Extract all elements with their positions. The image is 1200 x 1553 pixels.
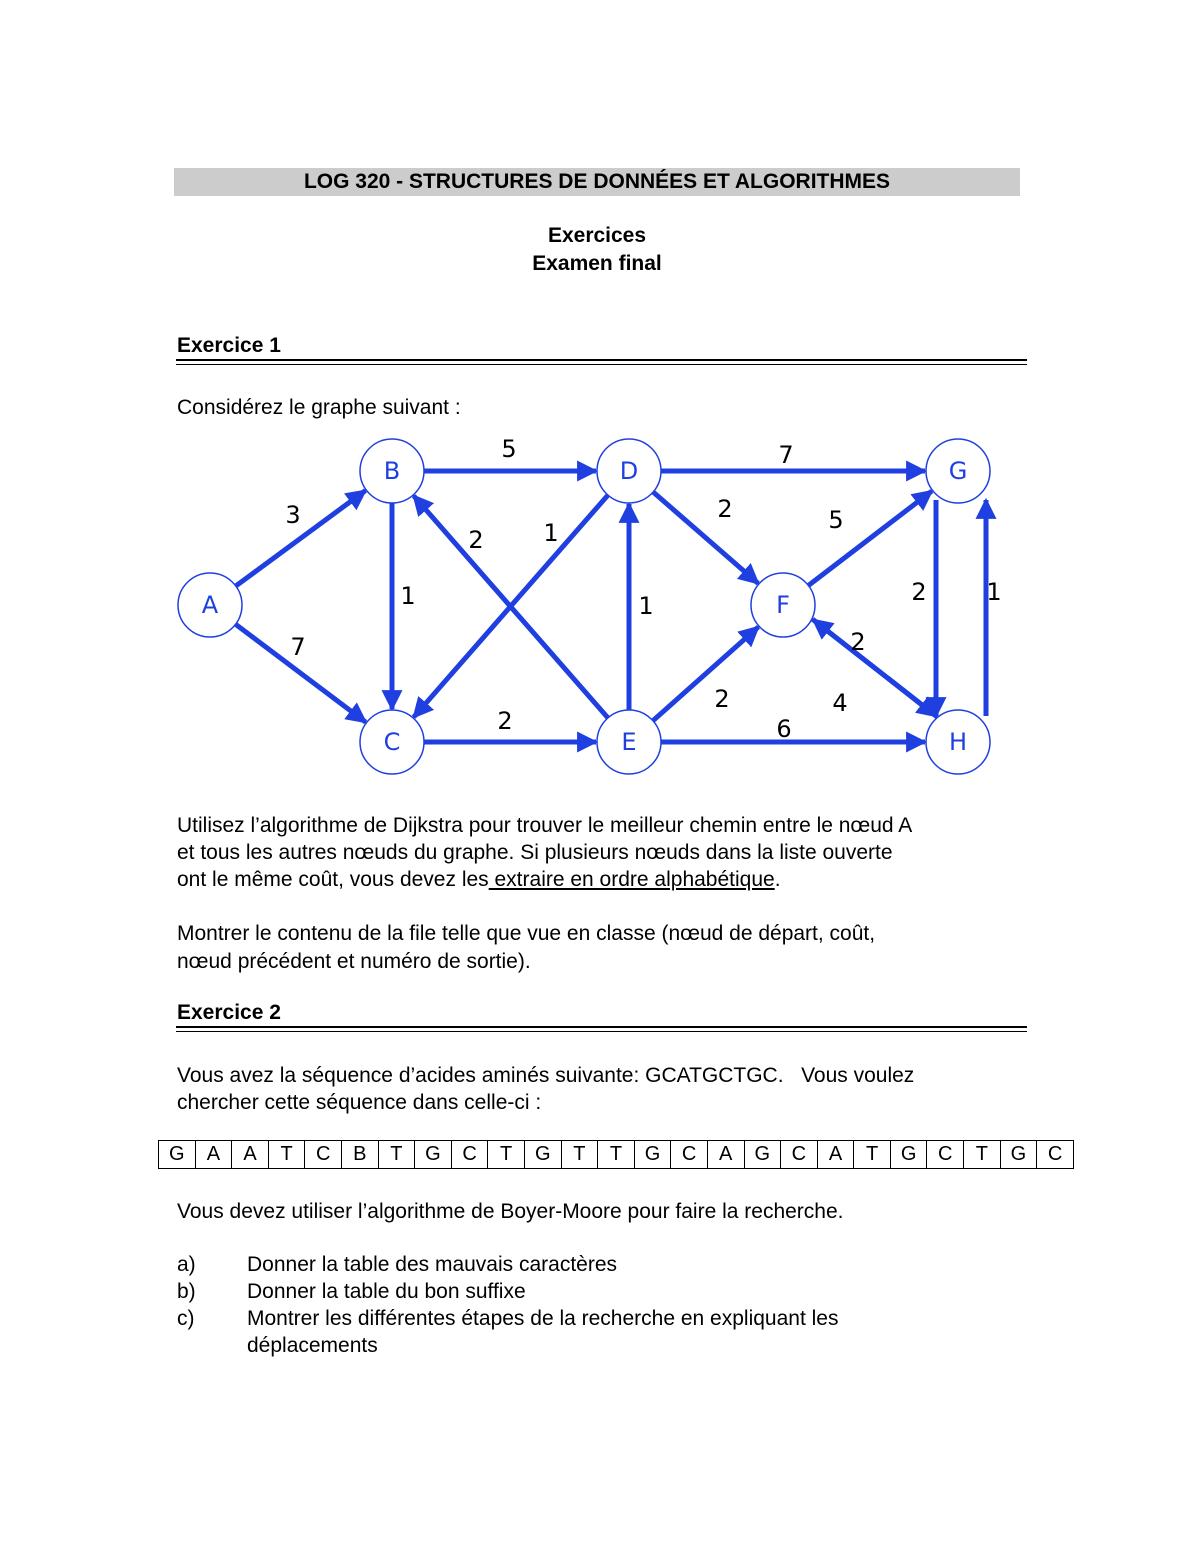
sequence-cell: G <box>890 1141 927 1169</box>
exercise2-heading: Exercice 2 <box>177 1001 281 1024</box>
sequence-cell: G <box>634 1141 671 1169</box>
sequence-cell: B <box>341 1141 378 1169</box>
sequence-cell: A <box>817 1141 854 1169</box>
edge-weight-a-b: 3 <box>285 501 301 529</box>
sequence-cell: C <box>305 1141 342 1169</box>
sequence-cell: G <box>524 1141 561 1169</box>
edge-weight-e-b: 2 <box>468 526 484 554</box>
edge-weight-e-h: 6 <box>776 715 792 743</box>
node-label-b: B <box>383 457 401 485</box>
sequence-cell: G <box>1000 1141 1037 1169</box>
sequence-cell: T <box>598 1141 635 1169</box>
node-label-d: D <box>619 457 639 485</box>
list-text-continued: déplacements <box>247 1334 378 1357</box>
list-text: Donner la table des mauvais caractères <box>247 1253 618 1276</box>
exercise1-para1-line3 <box>177 866 1027 893</box>
para1-line3-end: . <box>774 868 781 891</box>
edge-weight-f-g: 5 <box>828 506 844 534</box>
sequence-cell: C <box>781 1141 818 1169</box>
sequence-cell: C <box>671 1141 708 1169</box>
sequence-cell: G <box>415 1141 452 1169</box>
exercise2-rule-thin <box>176 1031 1027 1032</box>
exercise2-rule <box>176 1026 1027 1028</box>
edge-weight-f-h: 2 <box>850 628 866 656</box>
sequence-cell: T <box>561 1141 598 1169</box>
sequence-cell: T <box>268 1141 305 1169</box>
edge-weight-h-g: 1 <box>986 578 1002 606</box>
edge-weight-c-e: 2 <box>497 707 513 735</box>
sequence-cell: A <box>707 1141 744 1169</box>
sequence-row <box>159 1141 1074 1169</box>
list-text: Donner la table du bon suffixe <box>247 1280 526 1303</box>
edge-weight-e-f: 2 <box>714 685 730 713</box>
exercise2-instruction: Vous devez utiliser l’algorithme de Boyer-Moore pour faire la recherche. <box>177 1200 844 1223</box>
para1-underlined-text: extraire en ordre alphabétique <box>488 868 775 891</box>
list-marker: a) <box>177 1253 196 1276</box>
sequence-cell: C <box>1037 1141 1074 1169</box>
exercise1-para1-line2: et tous les autres nœuds du graphe. Si plusieurs nœuds dans la liste ouverte <box>177 841 893 864</box>
edge-weight-g-h: 2 <box>911 578 927 606</box>
sequence-cell: T <box>854 1141 891 1169</box>
edge-e-f <box>653 627 758 721</box>
edge-f-g <box>808 491 931 585</box>
exercise1-para1-line1: Utilisez l’algorithme de Dijkstra pour trouver le meilleur chemin entre le nœud A <box>177 814 913 837</box>
sequence-cell: C <box>451 1141 488 1169</box>
node-label-h: H <box>948 728 968 756</box>
subtitle-examen-final: Examen final <box>532 252 662 275</box>
edge-weight-e-d: 1 <box>638 592 654 620</box>
edge-weight-h-f: 4 <box>832 689 848 717</box>
list-marker: b) <box>177 1280 196 1303</box>
exercise1-heading: Exercice 1 <box>177 334 281 357</box>
sequence-cell: T <box>488 1141 525 1169</box>
exercise1-para2-line2: nœud précédent et numéro de sortie). <box>177 950 531 973</box>
edge-weight-d-f: 2 <box>717 495 733 523</box>
sequence-cell: T <box>964 1141 1001 1169</box>
node-label-c: C <box>383 728 401 756</box>
subtitle-exercices: Exercices <box>547 224 647 247</box>
edge-weight-b-d: 5 <box>501 435 517 463</box>
edge-d-f <box>653 492 758 583</box>
sequence-cell: G <box>159 1141 196 1169</box>
edge-weight-d-g: 7 <box>778 441 794 469</box>
sequence-table <box>158 1140 1074 1169</box>
para1-line3-start: ont le même coût, vous devez les <box>177 868 489 891</box>
sequence-cell: C <box>927 1141 964 1169</box>
edge-weight-b-c: 1 <box>400 582 416 610</box>
node-label-g: G <box>948 457 968 485</box>
list-marker: c) <box>177 1307 195 1330</box>
sequence-cell: G <box>744 1141 781 1169</box>
edge-weight-a-c: 7 <box>290 633 306 661</box>
exercise2-line2: chercher cette séquence dans celle-ci : <box>177 1091 542 1114</box>
sequence-cell: T <box>378 1141 415 1169</box>
edge-weight-d-c: 1 <box>543 519 559 547</box>
list-text: Montrer les différentes étapes de la recherche en expliquant les <box>247 1307 839 1330</box>
sequence-cell: A <box>232 1141 269 1169</box>
exercise1-para2-line1: Montrer le contenu de la file telle que vue en classe (nœud de départ, coût, <box>177 922 876 945</box>
exercise2-line1: Vous avez la séquence d’acides aminés suivante: GCATGCTGC. Vous voulez <box>177 1064 915 1087</box>
node-label-e: E <box>621 728 637 756</box>
exercise1-intro: Considérez le graphe suivant : <box>177 396 461 419</box>
node-label-f: F <box>776 591 790 619</box>
document-title: LOG 320 - STRUCTURES DE DONNÉES ET ALGORITHMES <box>303 170 891 193</box>
node-label-a: A <box>201 591 219 619</box>
sequence-cell: A <box>195 1141 232 1169</box>
